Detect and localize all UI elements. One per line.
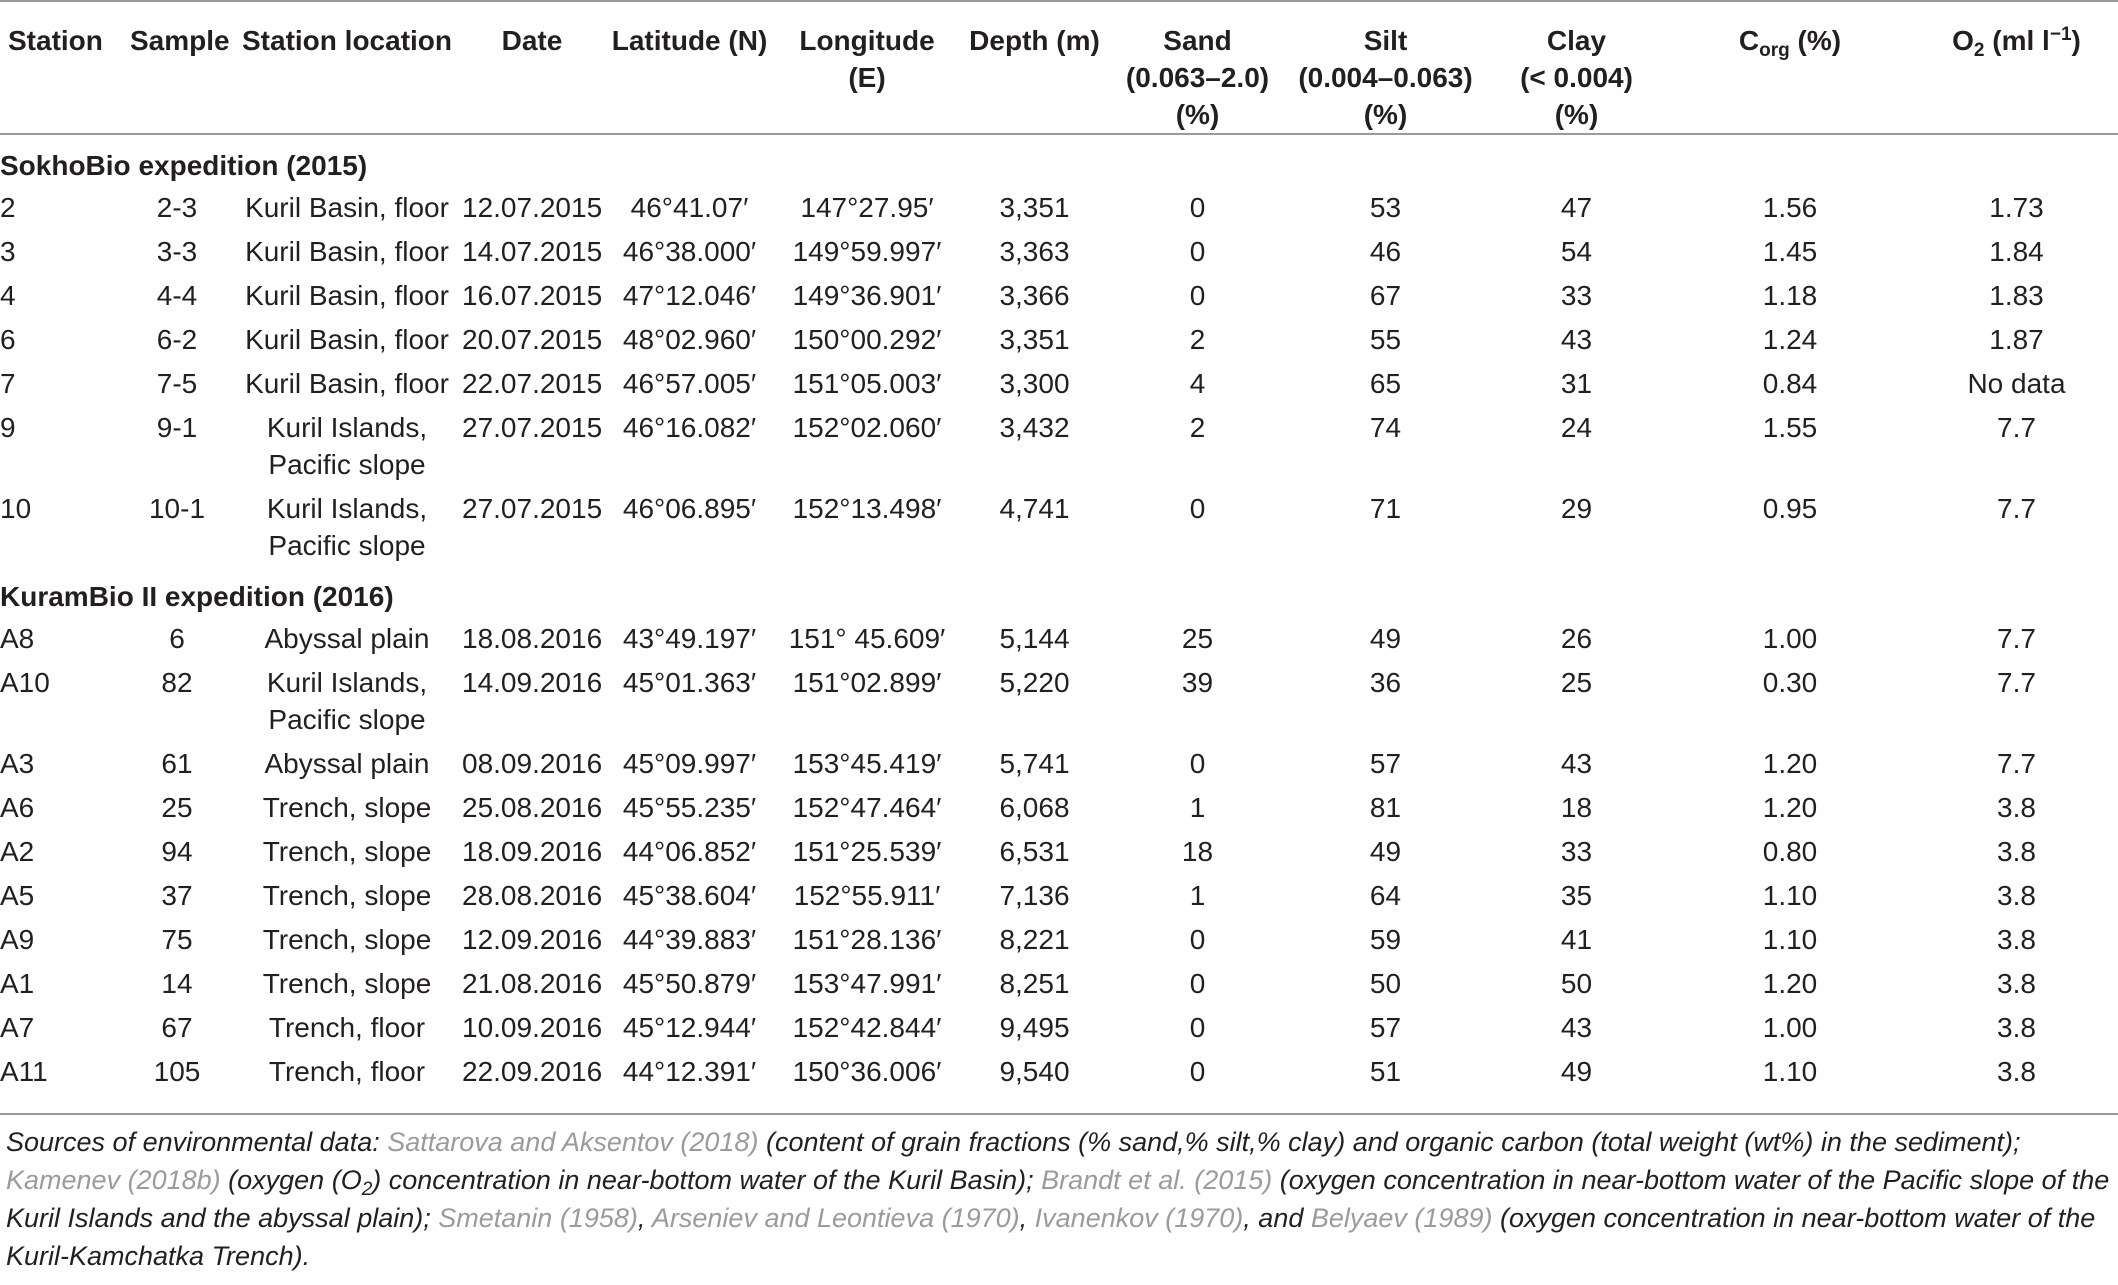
cell-corg: 1.10 xyxy=(1762,1056,1818,1087)
cell-corg: 1.45 xyxy=(1762,236,1818,267)
reference-link[interactable]: Kamenev (2018b) xyxy=(6,1165,221,1195)
cell-sand: 18 xyxy=(1181,836,1214,867)
cell-lat: 45°12.944′ xyxy=(622,1012,757,1043)
location-line: Kuril Basin, floor xyxy=(245,368,449,399)
cell-lat: 44°06.852′ xyxy=(622,836,757,867)
cell-date: 10.09.2016 xyxy=(462,1012,603,1043)
header-o2-main: O xyxy=(1952,25,1974,56)
table-row xyxy=(0,741,2118,785)
cell-corg: 1.20 xyxy=(1762,792,1818,823)
cell-date: 27.07.2015 xyxy=(462,493,603,524)
cell-date: 22.09.2016 xyxy=(462,1056,603,1087)
cell-lat: 46°06.895′ xyxy=(622,493,757,524)
footnote-text: , xyxy=(1019,1203,1035,1233)
table-row xyxy=(0,829,2118,873)
footnote-text: (content of grain fractions (% sand,% silt,% clay) and organic carbon (total weight (wt%) in the sediment); xyxy=(758,1127,2021,1157)
footnote-text: Sources of environmental data: xyxy=(6,1127,388,1157)
cell-location xyxy=(232,317,462,361)
header-o2 xyxy=(1915,1,2118,134)
cell-date: 14.07.2015 xyxy=(462,236,603,267)
table-row xyxy=(0,917,2118,961)
cell-silt: 36 xyxy=(1369,667,1402,698)
table-row xyxy=(0,1049,2118,1093)
cell-station: A5 xyxy=(0,880,35,911)
cell-lat: 45°01.363′ xyxy=(622,667,757,698)
cell-corg: 1.20 xyxy=(1762,968,1818,999)
cell-o2: 1.83 xyxy=(1989,280,2044,311)
cell-lat: 48°02.960′ xyxy=(622,324,757,355)
cell-clay: 43 xyxy=(1560,1012,1593,1043)
cell-o2: 3.8 xyxy=(1997,792,2036,823)
cell-o2: 1.87 xyxy=(1989,324,2044,355)
header-o2-sup: −1 xyxy=(2049,24,2072,45)
table-body xyxy=(0,134,2118,1093)
cell-depth: 4,741 xyxy=(999,493,1070,524)
cell-sample: 67 xyxy=(161,1012,193,1043)
cell-sand: 39 xyxy=(1181,667,1214,698)
cell-date: 12.09.2016 xyxy=(462,924,603,955)
location-line: Trench, slope xyxy=(262,880,432,911)
cell-lat: 46°16.082′ xyxy=(622,412,757,443)
table-row xyxy=(0,229,2118,273)
cell-depth: 7,136 xyxy=(999,880,1070,911)
footnote-text: , and xyxy=(1243,1203,1311,1233)
reference-link[interactable]: Sattarova and Aksentov (2018) xyxy=(387,1127,759,1157)
cell-o2: No data xyxy=(1967,368,2066,399)
cell-silt: 49 xyxy=(1369,836,1402,867)
cell-station: 9 xyxy=(0,412,16,443)
cell-corg: 1.00 xyxy=(1762,623,1818,654)
cell-lon: 149°36.901′ xyxy=(792,280,942,311)
cell-clay: 25 xyxy=(1560,667,1593,698)
table-row xyxy=(0,317,2118,361)
table-footnote xyxy=(6,1123,2112,1275)
cell-depth: 8,251 xyxy=(999,968,1070,999)
cell-date: 12.07.2015 xyxy=(462,192,603,223)
header-sand xyxy=(1112,1,1283,134)
cell-date: 18.08.2016 xyxy=(462,623,603,654)
cell-sample: 7-5 xyxy=(156,368,198,399)
cell-sample: 10-1 xyxy=(148,493,206,524)
reference-link[interactable]: Brandt et al. (2015) xyxy=(1041,1165,1273,1195)
location-line: Trench, slope xyxy=(262,836,432,867)
cell-sample: 2-3 xyxy=(156,192,198,223)
location-line: Kuril Islands, xyxy=(266,412,428,443)
location-line: Pacific slope xyxy=(268,449,426,480)
header-sample: Sample xyxy=(130,25,230,56)
footnote-text: ) concentration in near-bottom water of the Kuril Basin); xyxy=(372,1165,1042,1195)
cell-depth: 3,300 xyxy=(999,368,1070,399)
cell-depth: 3,351 xyxy=(999,324,1070,355)
cell-sample: 61 xyxy=(161,748,193,779)
cell-sample: 6 xyxy=(169,623,185,654)
header-o2-unit: (ml l xyxy=(1984,25,2050,56)
table-row xyxy=(0,785,2118,829)
cell-silt: 55 xyxy=(1369,324,1402,355)
cell-location xyxy=(232,785,462,829)
cell-lat: 46°57.005′ xyxy=(622,368,757,399)
cell-clay: 33 xyxy=(1560,836,1593,867)
cell-lat: 45°38.604′ xyxy=(622,880,757,911)
cell-corg: 1.55 xyxy=(1762,412,1818,443)
location-line: Trench, slope xyxy=(262,968,432,999)
reference-link[interactable]: Belyaev (1989) xyxy=(1310,1203,1493,1233)
reference-link[interactable]: Ivanenkov (1970) xyxy=(1034,1203,1244,1233)
cell-date: 22.07.2015 xyxy=(462,368,603,399)
cell-depth: 3,363 xyxy=(999,236,1070,267)
cell-corg: 1.24 xyxy=(1762,324,1818,355)
cell-sample: 82 xyxy=(161,667,193,698)
cell-o2: 7.7 xyxy=(1997,412,2036,443)
table-row xyxy=(0,616,2118,660)
cell-lon: 153°47.991′ xyxy=(792,968,942,999)
cell-date: 08.09.2016 xyxy=(462,748,603,779)
location-line: Pacific slope xyxy=(268,530,426,561)
cell-o2: 7.7 xyxy=(1997,667,2036,698)
cell-sand: 0 xyxy=(1189,192,1206,223)
section-row xyxy=(0,134,2118,185)
cell-sample: 94 xyxy=(161,836,193,867)
cell-station: A8 xyxy=(0,623,35,654)
table-bottom-rule xyxy=(0,1113,2118,1115)
cell-station: A3 xyxy=(0,748,35,779)
cell-sample: 14 xyxy=(161,968,193,999)
header-clay xyxy=(1488,1,1665,134)
cell-silt: 57 xyxy=(1369,748,1402,779)
header-silt-line-2: (0.004–0.063) xyxy=(1298,62,1473,93)
cell-lat: 44°39.883′ xyxy=(622,924,757,955)
header-silt-line-1: Silt xyxy=(1363,25,1408,56)
cell-lon: 151°28.136′ xyxy=(792,924,942,955)
section-title: SokhoBio expedition (2015) xyxy=(0,150,368,181)
cell-station: 2 xyxy=(0,192,16,223)
cell-corg: 1.18 xyxy=(1762,280,1818,311)
header-location: Station location xyxy=(242,25,452,56)
header-silt-line-3: (%) xyxy=(1363,99,1408,130)
footnote-text: (oxygen (O xyxy=(220,1165,362,1195)
cell-o2: 1.84 xyxy=(1989,236,2044,267)
table-row xyxy=(0,273,2118,317)
cell-silt: 64 xyxy=(1369,880,1402,911)
cell-corg: 1.56 xyxy=(1762,192,1818,223)
reference-link[interactable]: Smetanin (1958) xyxy=(438,1203,638,1233)
cell-clay: 47 xyxy=(1560,192,1593,223)
table-row xyxy=(0,486,2118,567)
cell-lon: 152°02.060′ xyxy=(792,412,942,443)
cell-station: 6 xyxy=(0,324,16,355)
cell-sample: 105 xyxy=(153,1056,201,1087)
cell-o2: 7.7 xyxy=(1997,623,2036,654)
footnote-text: (oxygen concentration in near-bottom water of the Kuril-Kamchatka Trench). xyxy=(6,1203,2096,1271)
cell-depth: 6,531 xyxy=(999,836,1070,867)
cell-depth: 6,068 xyxy=(999,792,1070,823)
location-line: Trench, floor xyxy=(268,1012,426,1043)
cell-lon: 150°00.292′ xyxy=(792,324,942,355)
cell-o2: 3.8 xyxy=(1997,1056,2036,1087)
table-row xyxy=(0,873,2118,917)
cell-lat: 46°41.07′ xyxy=(630,192,749,223)
cell-corg: 1.10 xyxy=(1762,924,1818,955)
header-o2-close: ) xyxy=(2071,25,2081,56)
cell-date: 14.09.2016 xyxy=(462,667,603,698)
table-row xyxy=(0,405,2118,486)
cell-clay: 18 xyxy=(1560,792,1593,823)
cell-sand: 1 xyxy=(1189,880,1206,911)
cell-station: 10 xyxy=(0,493,32,524)
location-line: Trench, slope xyxy=(262,792,432,823)
location-line: Trench, slope xyxy=(262,924,432,955)
cell-station: A6 xyxy=(0,792,35,823)
cell-date: 21.08.2016 xyxy=(462,968,603,999)
header-sand-line-1: Sand xyxy=(1163,25,1232,56)
location-line: Kuril Basin, floor xyxy=(245,236,449,267)
cell-sample: 9-1 xyxy=(156,412,198,443)
header-silt xyxy=(1283,1,1488,134)
cell-lat: 45°50.879′ xyxy=(622,968,757,999)
cell-clay: 43 xyxy=(1560,748,1593,779)
cell-date: 27.07.2015 xyxy=(462,412,603,443)
cell-lon: 152°47.464′ xyxy=(792,792,942,823)
cell-o2: 3.8 xyxy=(1997,968,2036,999)
cell-station: A10 xyxy=(0,667,50,698)
location-line: Kuril Basin, floor xyxy=(245,324,449,355)
cell-clay: 49 xyxy=(1560,1056,1593,1087)
cell-clay: 35 xyxy=(1560,880,1593,911)
cell-station: 7 xyxy=(0,368,16,399)
cell-location xyxy=(232,1049,462,1093)
cell-lat: 45°09.997′ xyxy=(622,748,757,779)
cell-station: A11 xyxy=(0,1056,48,1087)
cell-clay: 50 xyxy=(1560,968,1593,999)
cell-lon: 152°13.498′ xyxy=(792,493,942,524)
cell-lon: 149°59.997′ xyxy=(792,236,942,267)
cell-depth: 9,540 xyxy=(999,1056,1070,1087)
cell-lon: 151°25.539′ xyxy=(792,836,942,867)
header-sand-line-2: (0.063–2.0) xyxy=(1125,62,1270,93)
cell-corg: 1.20 xyxy=(1762,748,1818,779)
header-corg-sub: org xyxy=(1759,40,1790,61)
cell-corg: 0.84 xyxy=(1762,368,1818,399)
cell-clay: 43 xyxy=(1560,324,1593,355)
table-row xyxy=(0,185,2118,229)
header-depth: Depth (m) xyxy=(969,25,1100,56)
cell-silt: 50 xyxy=(1369,968,1402,999)
cell-depth: 5,220 xyxy=(999,667,1070,698)
footnote-text: , xyxy=(637,1203,652,1233)
header-station: Station xyxy=(8,25,103,56)
cell-silt: 65 xyxy=(1369,368,1402,399)
cell-location xyxy=(232,229,462,273)
cell-lon: 152°42.844′ xyxy=(792,1012,942,1043)
location-line: Kuril Islands, xyxy=(266,667,428,698)
cell-lon: 151°02.899′ xyxy=(792,667,942,698)
cell-sample: 75 xyxy=(161,924,193,955)
cell-lat: 46°38.000′ xyxy=(622,236,757,267)
location-line: Abyssal plain xyxy=(264,748,430,779)
cell-lon: 151°05.003′ xyxy=(792,368,942,399)
cell-sand: 0 xyxy=(1189,1056,1206,1087)
cell-lat: 45°55.235′ xyxy=(622,792,757,823)
header-clay-line-2: (< 0.004) xyxy=(1520,62,1633,93)
cell-depth: 5,144 xyxy=(999,623,1070,654)
header-sand-line-3: (%) xyxy=(1175,99,1220,130)
header-corg-main: C xyxy=(1738,25,1760,56)
cell-sand: 0 xyxy=(1189,280,1206,311)
cell-sample: 37 xyxy=(161,880,193,911)
cell-location xyxy=(232,616,462,660)
cell-sand: 1 xyxy=(1189,792,1206,823)
header-clay-line-3: (%) xyxy=(1554,99,1599,130)
cell-o2: 7.7 xyxy=(1997,493,2036,524)
cell-depth: 5,741 xyxy=(999,748,1070,779)
cell-location xyxy=(232,273,462,317)
cell-date: 18.09.2016 xyxy=(462,836,603,867)
cell-location xyxy=(232,917,462,961)
cell-depth: 9,495 xyxy=(999,1012,1070,1043)
cell-silt: 67 xyxy=(1369,280,1402,311)
cell-clay: 31 xyxy=(1560,368,1593,399)
table-header xyxy=(0,1,2118,134)
cell-lon: 151° 45.609′ xyxy=(788,623,946,654)
cell-depth: 3,351 xyxy=(999,192,1070,223)
cell-lon: 147°27.95′ xyxy=(800,192,934,223)
reference-link[interactable]: Arseniev and Leontieva (1970) xyxy=(651,1203,1020,1233)
cell-o2: 3.8 xyxy=(1997,880,2036,911)
cell-lat: 44°12.391′ xyxy=(622,1056,757,1087)
cell-location xyxy=(232,741,462,785)
cell-silt: 71 xyxy=(1369,493,1402,524)
cell-silt: 49 xyxy=(1369,623,1402,654)
cell-sample: 6-2 xyxy=(156,324,198,355)
cell-location xyxy=(232,185,462,229)
cell-depth: 3,366 xyxy=(999,280,1070,311)
cell-station: 3 xyxy=(0,236,16,267)
cell-sample: 3-3 xyxy=(156,236,198,267)
table-row xyxy=(0,361,2118,405)
cell-sand: 0 xyxy=(1189,748,1206,779)
cell-lat: 43°49.197′ xyxy=(622,623,757,654)
footnote-text: (oxygen concentration in near-bottom water of the Pacific slope of the Kuril Islands and the abyssal plain); xyxy=(6,1165,2110,1233)
cell-silt: 51 xyxy=(1369,1056,1402,1087)
cell-silt: 53 xyxy=(1369,192,1402,223)
header-date: Date xyxy=(501,25,563,56)
cell-location xyxy=(232,405,462,486)
cell-corg: 0.30 xyxy=(1762,667,1818,698)
cell-date: 16.07.2015 xyxy=(462,280,603,311)
cell-depth: 3,432 xyxy=(999,412,1070,443)
cell-clay: 33 xyxy=(1560,280,1593,311)
cell-location xyxy=(232,361,462,405)
cell-location xyxy=(232,1005,462,1049)
cell-silt: 59 xyxy=(1369,924,1402,955)
cell-clay: 41 xyxy=(1560,924,1593,955)
cell-silt: 74 xyxy=(1369,412,1402,443)
cell-corg: 0.80 xyxy=(1762,836,1818,867)
cell-sand: 2 xyxy=(1189,412,1206,443)
section-row xyxy=(0,567,2118,616)
location-line: Kuril Islands, xyxy=(266,493,428,524)
table-row xyxy=(0,660,2118,741)
cell-station: 4 xyxy=(0,280,16,311)
cell-sand: 0 xyxy=(1189,236,1206,267)
cell-sand: 0 xyxy=(1189,924,1206,955)
table-row xyxy=(0,961,2118,1005)
cell-sand: 0 xyxy=(1189,968,1206,999)
footnote-text: 2 xyxy=(361,1179,373,1200)
header-o2-sub: 2 xyxy=(1973,40,1985,61)
header-corg xyxy=(1665,1,1915,134)
cell-lon: 150°36.006′ xyxy=(792,1056,942,1087)
cell-clay: 29 xyxy=(1560,493,1593,524)
cell-clay: 54 xyxy=(1560,236,1593,267)
cell-silt: 46 xyxy=(1369,236,1402,267)
cell-silt: 57 xyxy=(1369,1012,1402,1043)
cell-sand: 2 xyxy=(1189,324,1206,355)
cell-clay: 26 xyxy=(1560,623,1593,654)
cell-o2: 7.7 xyxy=(1997,748,2036,779)
cell-lat: 47°12.046′ xyxy=(622,280,757,311)
cell-station: A2 xyxy=(0,836,35,867)
cell-o2: 3.8 xyxy=(1997,836,2036,867)
cell-silt: 81 xyxy=(1369,792,1402,823)
cell-corg: 1.00 xyxy=(1762,1012,1818,1043)
cell-sample: 4-4 xyxy=(156,280,198,311)
cell-sample: 25 xyxy=(161,792,193,823)
cell-location xyxy=(232,873,462,917)
cell-location xyxy=(232,961,462,1005)
cell-sand: 25 xyxy=(1181,623,1214,654)
cell-location xyxy=(232,829,462,873)
cell-date: 28.08.2016 xyxy=(462,880,603,911)
cell-o2: 3.8 xyxy=(1997,924,2036,955)
location-line: Trench, floor xyxy=(268,1056,426,1087)
cell-sand: 4 xyxy=(1189,368,1206,399)
cell-corg: 0.95 xyxy=(1762,493,1818,524)
cell-clay: 24 xyxy=(1560,412,1593,443)
section-title: KuramBio II expedition (2016) xyxy=(0,581,394,612)
location-line: Abyssal plain xyxy=(264,623,430,654)
cell-location xyxy=(232,486,462,567)
location-line: Kuril Basin, floor xyxy=(245,280,449,311)
cell-station: A9 xyxy=(0,924,35,955)
header-longitude: Longitude (E) xyxy=(799,25,935,93)
cell-station: A7 xyxy=(0,1012,35,1043)
cell-o2: 3.8 xyxy=(1997,1012,2036,1043)
cell-corg: 1.10 xyxy=(1762,880,1818,911)
table-row xyxy=(0,1005,2118,1049)
cell-date: 20.07.2015 xyxy=(462,324,603,355)
cell-sand: 0 xyxy=(1189,493,1206,524)
cell-station: A1 xyxy=(0,968,35,999)
header-corg-unit: (%) xyxy=(1789,25,1842,56)
location-line: Pacific slope xyxy=(268,704,426,735)
cell-o2: 1.73 xyxy=(1989,192,2044,223)
cell-date: 25.08.2016 xyxy=(462,792,603,823)
cell-lon: 153°45.419′ xyxy=(792,748,942,779)
cell-sand: 0 xyxy=(1189,1012,1206,1043)
cell-location xyxy=(232,660,462,741)
cell-lon: 152°55.911′ xyxy=(793,880,941,911)
cell-depth: 8,221 xyxy=(999,924,1070,955)
header-latitude: Latitude (N) xyxy=(611,25,768,56)
location-line: Kuril Basin, floor xyxy=(245,192,449,223)
header-clay-line-1: Clay xyxy=(1546,25,1607,56)
